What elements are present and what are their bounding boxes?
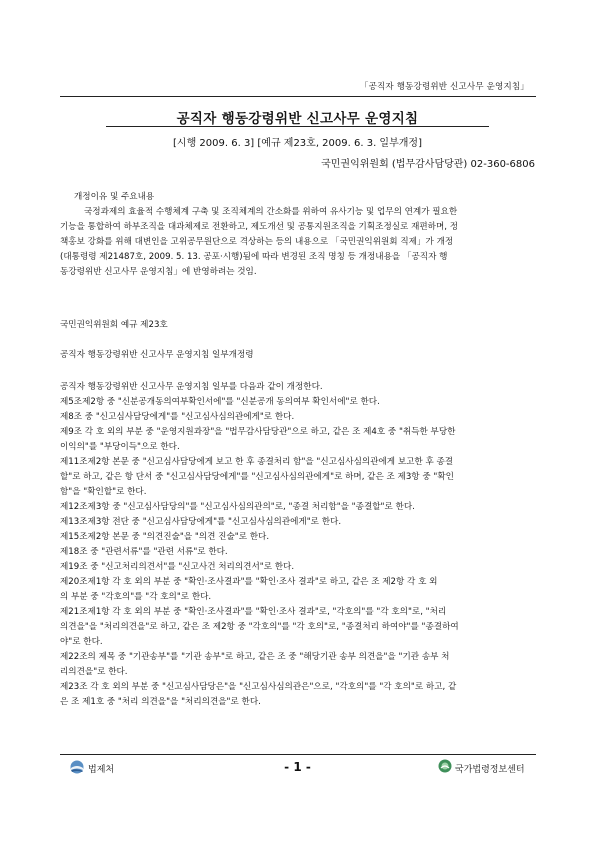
amendment-line: 함"을 "확인할"로 한다. [60, 487, 147, 497]
amendment-line: 제13조제3항 전단 중 "신고심사담당에게"를 "신고심사심의관에게"로 한다. [60, 517, 342, 527]
amendment-line: 제23조 각 호 외의 부분 중 "신고심사담당은"을 "신고심사심의관은"으로, "각호의"를 "각 호의"로 하고, 같 [60, 682, 457, 692]
rule-reference: 국민권익위원회 예규 제23호 [60, 320, 168, 330]
reason-line: (대통령령 제21487호, 2009. 5. 13. 공포·시행)됨에 따라 변경된 조직 명칭 등 개정내용을 「공직자 행 [60, 252, 448, 262]
amendment-line: 할"로 하고, 같은 항 단서 중 "신고심사담당에게"를 "신고심사심의관에게"로 하며, 같은 조 제3항 중 "확인 [60, 472, 454, 482]
amendment-line: 공직자 행동강령위반 신고사무 운영지침 일부를 다음과 같이 개정한다. [60, 382, 323, 392]
footer-rule [60, 754, 536, 755]
amendment-line: 제18조 중 "관련서류"를 "관련 서류"로 한다. [60, 547, 228, 557]
amendment-line: 의견을"을 "처리의견을"로 하고, 같은 조 제2항 중 "각호의"를 "각 호의"로, "종결처리 하여야"를 "종결하여 [60, 622, 459, 632]
amendment-line: 제19조 중 "신고처리의견서"를 "신고사건 처리의견서"로 한다. [60, 562, 295, 572]
amendment-line: 제5조제2항 중 "신분공개동의여부확인서에"를 "신분공개 동의여부 확인서에"로 한다. [60, 397, 380, 407]
contact-info: 국민권익위원회 (법무감사담당관) 02-360-6806 [321, 159, 535, 170]
page-number: - 1 - [284, 760, 311, 774]
reason-line: 국정과제의 효율적 수행체계 구축 및 조직체계의 간소화를 위하여 유사기능 및 업무의 연계가 필요한 [84, 207, 458, 217]
enforcement-info: [시행 2009. 6. 3] [예규 제23호, 2009. 6. 3. 일부개정] [173, 138, 422, 149]
amendment-line: 제11조제2항 본문 중 "신고심사담당에게 보고 한 후 종결처리 함"을 "신고심사심의관에게 보고한 후 종결 [60, 457, 454, 467]
law-info-center-logo-icon [438, 759, 452, 773]
amendment-line: 제12조제3항 중 "신고심사담당의"를 "신고심사심의관의"로, "종결 처리함"을 "종결할"로 한다. [60, 502, 415, 512]
footer-publisher: 법제처 [88, 765, 115, 775]
document-title: 공직자 행동강령위반 신고사무 운영지침 [176, 111, 419, 127]
reason-heading: 개정이유 및 주요내용 [74, 192, 155, 202]
amendment-title: 공직자 행동강령위반 신고사무 운영지침 일부개정령 [60, 350, 254, 360]
amendment-line: 리의견을"로 한다. [60, 667, 128, 677]
reason-section [60, 190, 538, 280]
footer-source: 국가법령정보센터 [455, 765, 525, 775]
reason-line: 책홍보 강화를 위해 대변인을 고위공무원단으로 격상하는 등의 내용으로 「국민권익위원회 직제」가 개정 [60, 237, 454, 247]
amendment-line: 의 부분 중 "각호의"를 "각 호의"로 한다. [60, 592, 212, 602]
reason-line: 동강령위반 신고사무 운영지침」에 반영하려는 것임. [60, 267, 257, 277]
page-footer [0, 756, 595, 778]
header-rule [60, 96, 536, 97]
amendment-line: 제9조 각 호 외의 부분 중 "운영지원과장"을 "법무감사담당관"으로 하고, 같은 조 제4호 중 "취득한 부당한 [60, 427, 456, 437]
amendment-line: 제21조제1항 각 호 외의 부분 중 "확인·조사결과"를 "확인·조사 결과"로, "각호의"를 "각 호의"로, "처리 [60, 607, 447, 617]
amendment-line: 이익의"를 "부당이득"으로 한다. [60, 442, 180, 452]
amendment-line: 제22조의 제목 중 "기관송부"를 "기관 송부"로 하고, 같은 조 중 "해당기관 송부 의견을"을 "기관 송부 처 [60, 652, 450, 662]
amendment-line: 야"로 한다. [60, 637, 103, 647]
amendment-line: 제8조 중 "신고심사담당에게"를 "신고심사심의관에게"로 한다. [60, 412, 295, 422]
amendment-line: 제15조제2항 본문 중 "의견진술"을 "의견 진술"로 한다. [60, 532, 270, 542]
title-rule [106, 126, 489, 127]
reason-line: 기능을 통합하여 하부조직을 대과체제로 전환하고, 제도개선 및 공통지원조직을 기획조정실로 재편하며, 정 [60, 222, 459, 232]
running-header: 「공직자 행동강령위반 신고사무 운영지침」 [359, 82, 529, 92]
amendment-line: 제20조제1항 각 호 외의 부분 중 "확인·조사결과"를 "확인·조사 결과"로 하고, 같은 조 제2항 각 호 외 [60, 577, 438, 587]
amendment-section [60, 380, 538, 710]
amendment-line: 은 조 제1호 중 "처리 의견을"을 "처리의견을"로 한다. [60, 697, 261, 707]
